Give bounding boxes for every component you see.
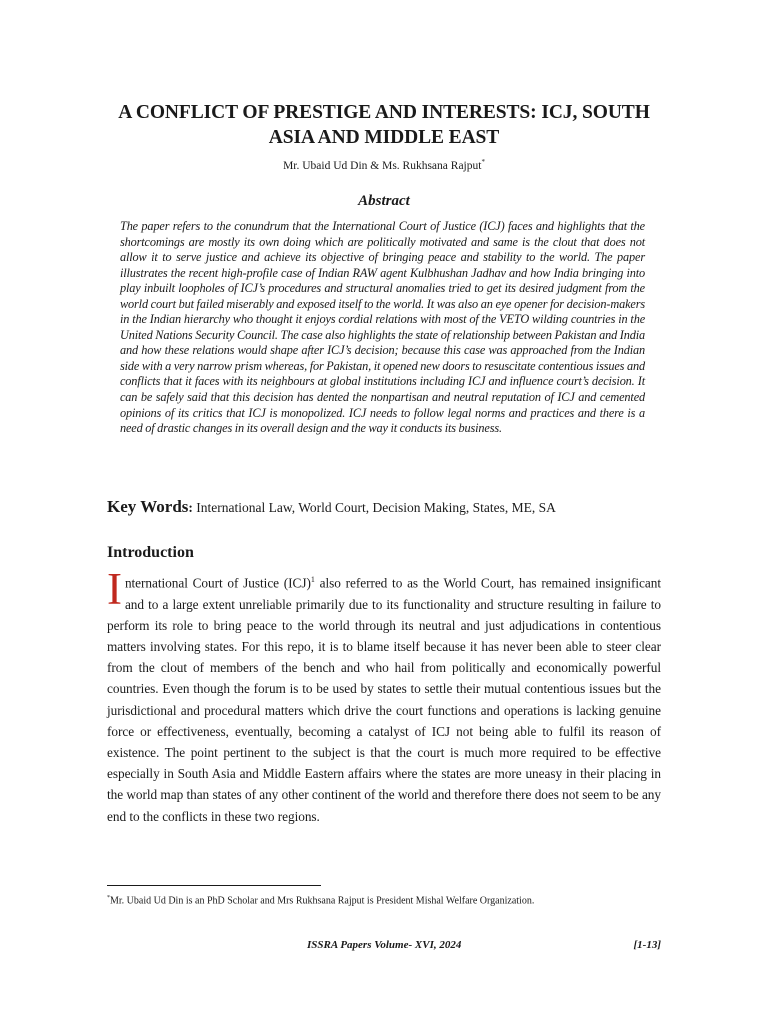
authors-line bbox=[100, 158, 668, 172]
paper-title: A CONFLICT OF PRESTIGE AND INTERESTS: ICJ, SOUTH ASIA AND MIDDLE EAST bbox=[118, 102, 650, 148]
abstract-text: The paper refers to the conundrum that the International Court of Justice (ICJ) faces and highlights that the shortcomings are mostly its own doing which are politically motivated and same is the clout that does not allow it to serve justice and achieve its objective of bringing peace and stability to the world. The paper illustrates the recent high-profile case of Indian RAW agent Kulbhushan Jadhav and how India bringing into play inbuilt loopholes of ICJ’s procedures and structural anomalies tried to get its desired judgment from the world court but failed miserably and exposed itself to the world. It was also an eye opener for decision-makers in the Indian hierarchy who thought it enjoys cordial relations with most of the VETO wilding countries in the United Nations Security Council. The case also highlights the state of relationship between Pakistan and India and how these relations would shape after ICJ’s decision; because this case was approached from the Indian side with a very narrow prism whereas, for Pakistan, it opened new doors to resuscitate contentious issues and conflicts that it faces with its neighbours at global institutions including ICJ and influence court’s decision. It can be safely said that this decision has dented the nonpartisan and neutral reputation of ICJ and cemented opinions of its critics that ICJ is monopolized. ICJ needs to follow legal norms and practices and there is a need of drastic changes in its overall design and the way it conducts its business. bbox=[120, 219, 645, 436]
keywords-colon: : bbox=[188, 500, 193, 515]
drop-cap: I bbox=[107, 564, 122, 614]
abstract-heading: Abstract bbox=[358, 193, 410, 209]
introduction-heading: Introduction bbox=[107, 544, 194, 561]
footnote-text: Mr. Ubaid Ud Din is an PhD Scholar and Mrs Rukhsana Rajput is President Mishal Welfare Organization. bbox=[110, 895, 535, 907]
introduction-text bbox=[107, 564, 661, 827]
footnote-divider bbox=[107, 885, 321, 886]
footnote bbox=[107, 895, 667, 906]
keywords-label: Key Words bbox=[107, 497, 189, 516]
authors-names: Mr. Ubaid Ud Din & Ms. Rukhsana Rajput bbox=[283, 159, 482, 172]
introduction-text-rest: also referred to as the World Court, has remained insignificant and to a large extent unreliable primarily due to its functionality and structure resulting in failure to perform its role to bring peace to the world through its neutral and just adjudications in contentious matters involving states. For this repo, it is to blame itself because it has never been able to steer clear from the clout of members of the bench and who hail from politically and economically powerful countries. Even though the forum is to be used by states to settle their mutual contentious issues but the jurisdictional and procedural matters which drive the court functions and operations is lacking genuine force or effectiveness, eventually, becoming a catalyst of ICJ not being able to fulfil its reason of existence. The point pertinent to the subject is that the court is much more required to be effective especially in South Asia and Middle Eastern affairs where the states are more uneasy in their placing in the world map than states of any other continent of the world and therefore there does not seem to be any end to the conflicts in these two regions. bbox=[107, 575, 661, 824]
page-range: [1-13] bbox=[633, 939, 661, 951]
journal-footer: ISSRA Papers Volume- XVI, 2024 bbox=[307, 939, 462, 951]
authors-footnote-marker: * bbox=[481, 158, 485, 166]
introduction-text-start: nternational Court of Justice (ICJ) bbox=[124, 575, 311, 591]
footnote-marker: * bbox=[107, 895, 110, 901]
keywords-text: International Law, World Court, Decision Making, States, ME, SA bbox=[196, 500, 556, 515]
footnote-reference: 1 bbox=[310, 575, 315, 584]
keywords-line bbox=[107, 497, 667, 517]
